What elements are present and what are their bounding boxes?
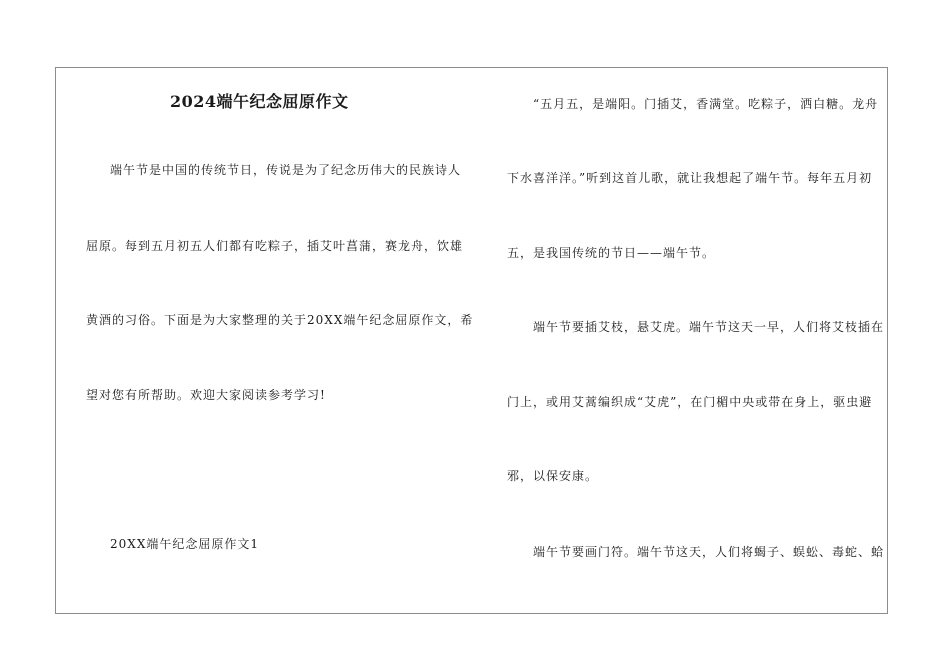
section-heading: 20XX端午纪念屈原作文1 (110, 537, 259, 551)
intro-line-1: 端午节是中国的传统节日，传说是为了纪念历伟大的民族诗人 (110, 163, 462, 177)
intro-line-2: 屈原。每到五月初五人们都有吃粽子，插艾叶菖蒲，赛龙舟，饮雄 (86, 239, 464, 253)
page-border (55, 67, 888, 614)
right-line-1: “五月五，是端阳。门插艾，香满堂。吃粽子，洒白糖。龙舟 (533, 97, 879, 111)
intro-line-4: 望对您有所帮助。欢迎大家阅读参考学习! (86, 388, 326, 402)
document-title: 2024端午纪念屈原作文 (170, 92, 349, 111)
right-line-5: 门上，或用艾蒿编织成“艾虎”，在门楣中央或带在身上，驱虫避 (507, 395, 873, 409)
intro-line-3: 黄酒的习俗。下面是为大家整理的关于20XX端午纪念屈原作文，希 (86, 313, 474, 327)
right-line-3: 五，是我国传统的节日——端午节。 (507, 246, 716, 260)
right-line-4: 端午节要插艾枝，悬艾虎。端午节这天一早，人们将艾枝插在 (533, 320, 885, 334)
right-line-6: 邪，以保安康。 (507, 469, 599, 483)
right-line-2: 下水喜洋洋。”听到这首儿歌，就让我想起了端午节。每年五月初 (507, 171, 873, 185)
right-line-7: 端午节要画门符。端午节这天，人们将蝎子、蜈蚣、毒蛇、蛤 (533, 545, 885, 559)
